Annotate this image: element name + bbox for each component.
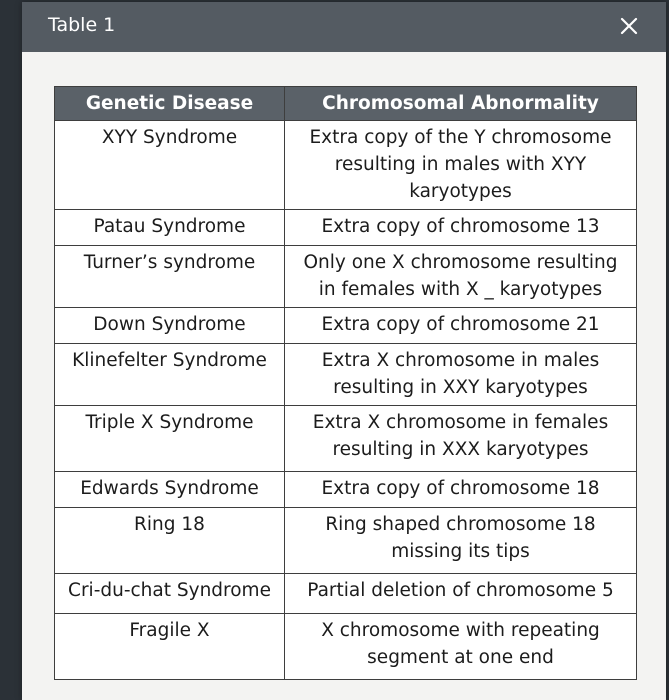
abnormality-cell: Extra X chromosome in males resulting in XXY karyotypes bbox=[285, 344, 637, 406]
abnormality-cell: Extra copy of chromosome 21 bbox=[285, 308, 637, 344]
abnormality-cell: Extra copy of chromosome 13 bbox=[285, 210, 637, 246]
close-button[interactable] bbox=[614, 11, 644, 41]
table-row bbox=[55, 308, 637, 344]
disease-cell: Patau Syndrome bbox=[55, 210, 285, 246]
disease-cell: Ring 18 bbox=[55, 508, 285, 574]
disease-table-container bbox=[54, 86, 636, 680]
table-window bbox=[22, 2, 666, 700]
table-row bbox=[55, 574, 637, 614]
header-chromosomal-abnormality: Chromosomal Abnormality bbox=[285, 87, 637, 121]
disease-cell: Triple X Syndrome bbox=[55, 406, 285, 472]
abnormality-cell: Extra X chromosome in females resulting in XXX karyotypes bbox=[285, 406, 637, 472]
disease-table bbox=[54, 86, 637, 680]
abnormality-cell: Only one X chromosome resulting in females with X _ karyotypes bbox=[285, 246, 637, 308]
abnormality-cell: Partial deletion of chromosome 5 bbox=[285, 574, 637, 614]
disease-cell: Turner’s syndrome bbox=[55, 246, 285, 308]
abnormality-cell: X chromosome with repeating segment at one end bbox=[285, 614, 637, 680]
abnormality-cell: Extra copy of chromosome 18 bbox=[285, 472, 637, 508]
table-row bbox=[55, 614, 637, 680]
title-bar bbox=[22, 2, 666, 52]
disease-cell: Down Syndrome bbox=[55, 308, 285, 344]
header-genetic-disease: Genetic Disease bbox=[55, 87, 285, 121]
disease-cell: Klinefelter Syndrome bbox=[55, 344, 285, 406]
table-row bbox=[55, 406, 637, 472]
table-row bbox=[55, 121, 637, 210]
disease-cell: Fragile X bbox=[55, 614, 285, 680]
disease-cell: Cri-du-chat Syndrome bbox=[55, 574, 285, 614]
table-row bbox=[55, 210, 637, 246]
abnormality-cell: Ring shaped chromosome 18 missing its tips bbox=[285, 508, 637, 574]
disease-cell: XYY Syndrome bbox=[55, 121, 285, 210]
table-row bbox=[55, 344, 637, 406]
abnormality-cell: Extra copy of the Y chromosome resulting in males with XYY karyotypes bbox=[285, 121, 637, 210]
close-icon bbox=[619, 16, 639, 36]
table-header-row bbox=[55, 87, 637, 121]
table-row bbox=[55, 508, 637, 574]
disease-cell: Edwards Syndrome bbox=[55, 472, 285, 508]
table-row bbox=[55, 472, 637, 508]
table-row bbox=[55, 246, 637, 308]
window-title: Table 1 bbox=[48, 14, 116, 36]
